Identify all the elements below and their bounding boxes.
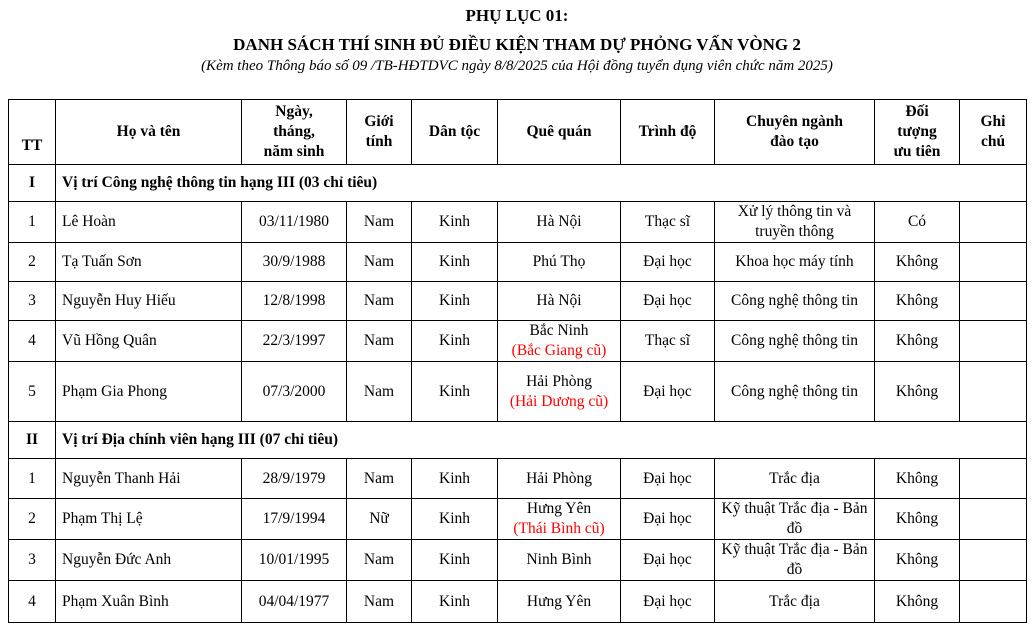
cell-tt: 4 xyxy=(9,581,56,623)
table-row xyxy=(9,282,1027,321)
cell-priority: Có xyxy=(875,202,960,243)
cell-priority: Không xyxy=(875,243,960,282)
hometown-previous: (Hải Dương cũ) xyxy=(509,392,609,410)
cell-level: Đại học xyxy=(621,282,715,321)
cell-ethnic: Kinh xyxy=(412,202,498,243)
cell-gender: Nam xyxy=(347,282,412,321)
cell-name: Nguyễn Thanh Hải xyxy=(56,459,242,499)
section-number: I xyxy=(9,165,56,202)
cell-gender: Nam xyxy=(347,202,412,243)
cell-ethnic: Kinh xyxy=(412,362,498,422)
cell-dob: 22/3/1997 xyxy=(242,321,347,362)
cell-tt: 4 xyxy=(9,321,56,362)
hometown-current: Hà Nội xyxy=(536,292,582,309)
table-row xyxy=(9,581,1027,623)
cell-note xyxy=(960,459,1027,499)
cell-priority: Không xyxy=(875,459,960,499)
hometown-current: Hà Nội xyxy=(536,213,582,230)
cell-name: Nguyễn Huy Hiếu xyxy=(56,282,242,321)
cell-level: Đại học xyxy=(621,499,715,540)
header-row xyxy=(9,100,1027,165)
cell-dob: 03/11/1980 xyxy=(242,202,347,243)
cell-hometown xyxy=(498,243,621,282)
cell-level: Thạc sĩ xyxy=(621,321,715,362)
header-dob: Ngày, tháng, năm sinh xyxy=(242,100,347,165)
cell-level: Đại học xyxy=(621,581,715,623)
cell-note xyxy=(960,540,1027,581)
cell-ethnic: Kinh xyxy=(412,581,498,623)
cell-note xyxy=(960,282,1027,321)
cell-dob: 04/04/1977 xyxy=(242,581,347,623)
table-row xyxy=(9,499,1027,540)
cell-note xyxy=(960,581,1027,623)
header-major: Chuyên ngành đào tạo xyxy=(715,100,875,165)
cell-hometown xyxy=(498,581,621,623)
section-number: II xyxy=(9,422,56,459)
cell-hometown xyxy=(498,459,621,499)
appendix-title: PHỤ LỤC 01: xyxy=(465,6,569,25)
cell-hometown xyxy=(498,362,621,422)
hometown-current: Hải Phòng xyxy=(526,372,592,390)
cell-tt: 1 xyxy=(9,459,56,499)
hometown-current: Hải Phòng xyxy=(526,469,592,487)
cell-hometown xyxy=(498,540,621,581)
cell-ethnic: Kinh xyxy=(412,321,498,362)
cell-gender: Nam xyxy=(347,540,412,581)
cell-level: Đại học xyxy=(621,459,715,499)
cell-major: Khoa học máy tính xyxy=(715,243,875,282)
cell-hometown xyxy=(498,321,621,362)
hometown-current: Bắc Ninh xyxy=(529,322,589,339)
cell-gender: Nam xyxy=(347,362,412,422)
cell-level: Đại học xyxy=(621,243,715,282)
cell-major: Công nghệ thông tin xyxy=(715,321,875,362)
header-ethnic: Dân tộc xyxy=(412,100,498,165)
header-name: Họ và tên xyxy=(56,100,242,165)
cell-note xyxy=(960,321,1027,362)
hometown-current: Hưng Yên xyxy=(526,500,592,517)
list-title: DANH SÁCH THÍ SINH ĐỦ ĐIỀU KIỆN THAM DỰ PHỎNG VẤN VÒNG 2 xyxy=(233,35,801,54)
table-row xyxy=(9,540,1027,581)
cell-hometown xyxy=(498,202,621,243)
cell-gender: Nam xyxy=(347,581,412,623)
cell-note xyxy=(960,362,1027,422)
candidate-table xyxy=(8,99,1027,623)
cell-tt: 3 xyxy=(9,540,56,581)
table-row xyxy=(9,362,1027,422)
cell-dob: 17/9/1994 xyxy=(242,499,347,540)
table-row xyxy=(9,243,1027,282)
cell-note xyxy=(960,499,1027,540)
cell-major: Trắc địa xyxy=(715,581,875,623)
hometown-previous: (Bắc Giang cũ) xyxy=(511,342,607,359)
section-row xyxy=(9,422,1027,459)
cell-dob: 28/9/1979 xyxy=(242,459,347,499)
cell-name: Lê Hoàn xyxy=(56,202,242,243)
hometown-current: Phú Thọ xyxy=(532,253,586,270)
cell-ethnic: Kinh xyxy=(412,499,498,540)
header-tt: TT xyxy=(9,100,56,165)
cell-priority: Không xyxy=(875,540,960,581)
cell-tt: 2 xyxy=(9,243,56,282)
cell-tt: 2 xyxy=(9,499,56,540)
cell-name: Tạ Tuấn Sơn xyxy=(56,243,242,282)
cell-ethnic: Kinh xyxy=(412,282,498,321)
cell-gender: Nữ xyxy=(347,499,412,540)
cell-ethnic: Kinh xyxy=(412,459,498,499)
cell-major: Công nghệ thông tin xyxy=(715,362,875,422)
header-priority: Đối tượng ưu tiên xyxy=(875,100,960,165)
document-subtitle: (Kèm theo Thông báo số 09 /TB-HĐTDVC ngày 8/8/2025 của Hội đồng tuyển dụng viên chức năm 2025) xyxy=(201,58,833,74)
cell-tt: 3 xyxy=(9,282,56,321)
cell-priority: Không xyxy=(875,362,960,422)
cell-level: Đại học xyxy=(621,540,715,581)
cell-dob: 30/9/1988 xyxy=(242,243,347,282)
cell-name: Nguyễn Đức Anh xyxy=(56,540,242,581)
cell-priority: Không xyxy=(875,499,960,540)
cell-level: Đại học xyxy=(621,362,715,422)
cell-note xyxy=(960,202,1027,243)
cell-dob: 10/01/1995 xyxy=(242,540,347,581)
cell-hometown xyxy=(498,282,621,321)
cell-name: Phạm Gia Phong xyxy=(56,362,242,422)
cell-gender: Nam xyxy=(347,243,412,282)
hometown-current: Ninh Bình xyxy=(526,551,592,568)
header-hometown: Quê quán xyxy=(498,100,621,165)
cell-dob: 07/3/2000 xyxy=(242,362,347,422)
cell-note xyxy=(960,243,1027,282)
cell-name: Phạm Thị Lệ xyxy=(56,499,242,540)
cell-major: Kỹ thuật Trắc địa - Bản đồ xyxy=(715,540,875,581)
cell-priority: Không xyxy=(875,282,960,321)
section-row xyxy=(9,165,1027,202)
cell-gender: Nam xyxy=(347,459,412,499)
cell-gender: Nam xyxy=(347,321,412,362)
header-gender: Giới tính xyxy=(347,100,412,165)
table-row xyxy=(9,459,1027,499)
cell-hometown xyxy=(498,499,621,540)
cell-dob: 12/8/1998 xyxy=(242,282,347,321)
cell-major: Kỹ thuật Trắc địa - Bản đồ xyxy=(715,499,875,540)
cell-major: Trắc địa xyxy=(715,459,875,499)
cell-ethnic: Kinh xyxy=(412,243,498,282)
cell-ethnic: Kinh xyxy=(412,540,498,581)
section-title: Vị trí Công nghệ thông tin hạng III (03 chỉ tiêu) xyxy=(56,165,1027,202)
hometown-current: Hưng Yên xyxy=(526,592,592,610)
table-row xyxy=(9,321,1027,362)
cell-tt: 1 xyxy=(9,202,56,243)
cell-major: Công nghệ thông tin xyxy=(715,282,875,321)
cell-tt: 5 xyxy=(9,362,56,422)
hometown-previous: (Thái Bình cũ) xyxy=(513,520,605,537)
cell-priority: Không xyxy=(875,581,960,623)
cell-priority: Không xyxy=(875,321,960,362)
cell-name: Phạm Xuân Bình xyxy=(56,581,242,623)
table-row xyxy=(9,202,1027,243)
header-level: Trình độ xyxy=(621,100,715,165)
header-note: Ghi chú xyxy=(960,100,1027,165)
cell-level: Thạc sĩ xyxy=(621,202,715,243)
cell-name: Vũ Hồng Quân xyxy=(56,321,242,362)
cell-major: Xử lý thông tin và truyền thông xyxy=(715,202,875,243)
section-title: Vị trí Địa chính viên hạng III (07 chỉ tiêu) xyxy=(56,422,1027,459)
